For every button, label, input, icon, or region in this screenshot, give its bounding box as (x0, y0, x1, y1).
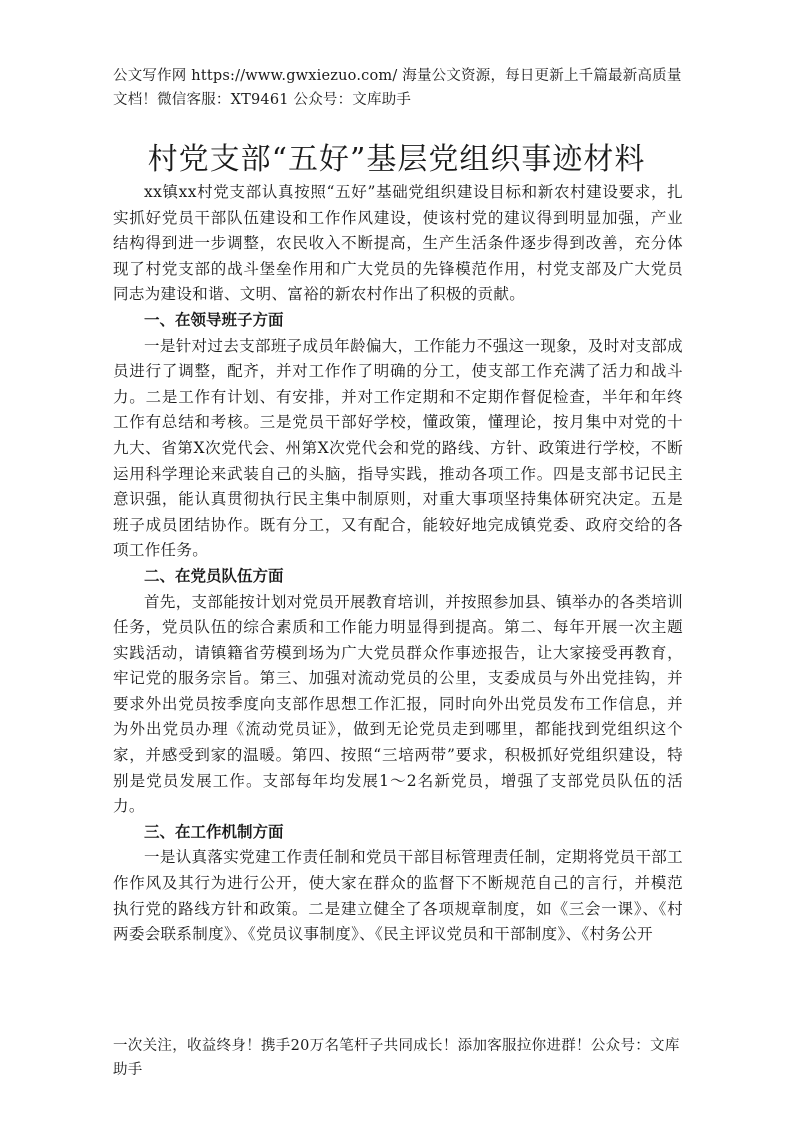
paragraph-leadership: 一是针对过去支部班子成员年龄偏大，工作能力不强这一现象，及时对支部成员进行了调整，配齐，并对工作作了明确的分工，使支部工作充满了活力和战斗力。二是工作有计划、有安排，并对工作定期和不定期作督促检查，半年和年终工作有总结和考核。三是党员干部好学校，懂政策，懂理论，按月集中对党的十九大、省第X次党代会、州第X次党代会和党的路线、方针、政策进行学校，不断运用科学理论来武装自己的头脑，指导实践，推动各项工作。四是支部书记民主意识强，能认真贯彻执行民主集中制原则，对重大事项坚持集体研究决定。五是班子成员团结协作。既有分工，又有配合，能较好地完成镇党委、政府交给的各项工作任务。 (113, 336, 683, 560)
page-header: 公文写作网 https://www.gwxiezuo.com/ 海量公文资源，每日更新上千篇最新高质量文档！微信客服：XT9461 公众号：文库助手 (113, 68, 682, 108)
paragraph-members: 首先，支部能按计划对党员开展教育培训，并按照参加县、镇举办的各类培训任务，党员队伍的综合素质和工作能力明显得到提高。第二、每年开展一次主题实践活动，请镇籍省劳模到场为广大党员群众作事迹报告，让大家接受再教育，牢记党的服务宗旨。第三、加强对流动党员的公里，支委成员与外出党挂钩，并要求外出党员按季度向支部作思想工作汇报，同时向外出党员发布工作信息，并为外出党员办理《流动党员证》，做到无论党员走到哪里，都能找到党组织这个家，并感受到家的温暖。第四、按照“三培两带”要求，积极抓好党组织建设，特别是党员发展工作。支部每年均发展1～2名新党员，增强了支部党员队伍的活力。 (113, 592, 683, 816)
section-heading-leadership: 一、在领导班子方面 (144, 310, 284, 329)
section-heading-members: 二、在党员队伍方面 (144, 566, 284, 585)
paragraph-mechanism: 一是认真落实党建工作责任制和党员干部目标管理责任制，定期将党员干部工作作风及其行为进行公开，使大家在群众的监督下不断规范自己的言行，并模范执行党的路线方针和政策。二是建立健全了各项规章制度，如《三会一课》、《村两委会联系制度》、《党员议事制度》、《民主评议党员和干部制度》、《村务公开 (113, 848, 683, 944)
document-body (113, 180, 683, 948)
paragraph-intro: xx镇xx村党支部认真按照“五好”基础党组织建设目标和新农村建设要求，扎实抓好党员干部队伍建设和工作作风建设，使该村党的建议得到明显加强，产业结构得到进一步调整，农民收入不断提高，生产生活条件逐步得到改善，充分体现了村党支部的战斗堡垒作用和广大党员的先锋模范作用，村党支部及广大党员同志为建设和谐、文明、富裕的新农村作出了积极的贡献。 (113, 183, 683, 304)
page-footer: 一次关注，收益终身！携手20万名笔杆子共同成长！添加客服拉你进群！公众号：文库助手 (113, 1038, 680, 1078)
section-heading-mechanism: 三、在工作机制方面 (144, 822, 284, 841)
document-title: 村党支部“五好”基层党组织事迹材料 (147, 142, 646, 177)
